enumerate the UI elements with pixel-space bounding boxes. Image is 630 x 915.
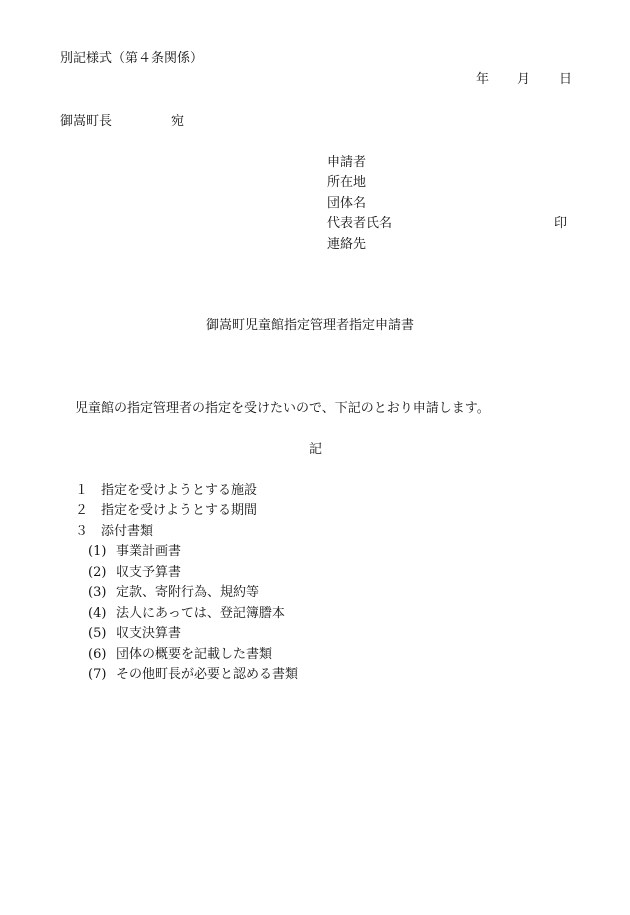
item-text: 添付書類 bbox=[101, 524, 154, 539]
form-label: 別記様式（第４条関係） bbox=[60, 51, 204, 66]
addressee-name: 御嵩町長 bbox=[60, 114, 113, 129]
attachment-number: (7) bbox=[88, 667, 107, 682]
item-number: １ bbox=[75, 483, 89, 498]
attachment-text: 定款、寄附行為、規約等 bbox=[116, 585, 260, 600]
attachment-text: 収支予算書 bbox=[116, 565, 182, 580]
date-month: 月 bbox=[517, 72, 531, 87]
item-text: 指定を受けようとする施設 bbox=[101, 483, 258, 498]
date-year: 年 bbox=[476, 72, 490, 87]
seal-mark: 印 bbox=[554, 216, 568, 231]
applicant-field-contact: 連絡先 bbox=[327, 237, 367, 252]
date-day: 日 bbox=[559, 72, 573, 87]
document-title: 御嵩町児童館指定管理者指定申請書 bbox=[206, 318, 415, 333]
attachment-number: (5) bbox=[88, 626, 107, 641]
attachment-text: その他町長が必要と認める書類 bbox=[116, 667, 299, 682]
item-number: ２ bbox=[75, 503, 89, 518]
attachment-text: 事業計画書 bbox=[116, 544, 182, 559]
attachment-number: (6) bbox=[88, 647, 107, 662]
attachment-number: (2) bbox=[88, 565, 107, 580]
attachment-text: 団体の概要を記載した書類 bbox=[116, 647, 273, 662]
attachment-number: (1) bbox=[88, 544, 107, 559]
item-text: 指定を受けようとする期間 bbox=[101, 503, 258, 518]
item-number: ３ bbox=[75, 524, 89, 539]
attachment-text: 法人にあっては、登記簿謄本 bbox=[116, 606, 285, 621]
applicant-heading: 申請者 bbox=[327, 155, 367, 170]
attachment-number: (4) bbox=[88, 606, 107, 621]
applicant-field-organization: 団体名 bbox=[327, 196, 367, 211]
attachment-text: 収支決算書 bbox=[116, 626, 182, 641]
applicant-field-representative: 代表者氏名 bbox=[327, 216, 393, 231]
attachment-number: (3) bbox=[88, 585, 107, 600]
addressee-suffix: 宛 bbox=[171, 114, 185, 129]
applicant-field-address: 所在地 bbox=[327, 175, 367, 190]
ki-heading: 記 bbox=[309, 442, 323, 457]
body-text: 児童館の指定管理者の指定を受けたいので、下記のとおり申請します。 bbox=[75, 401, 490, 416]
